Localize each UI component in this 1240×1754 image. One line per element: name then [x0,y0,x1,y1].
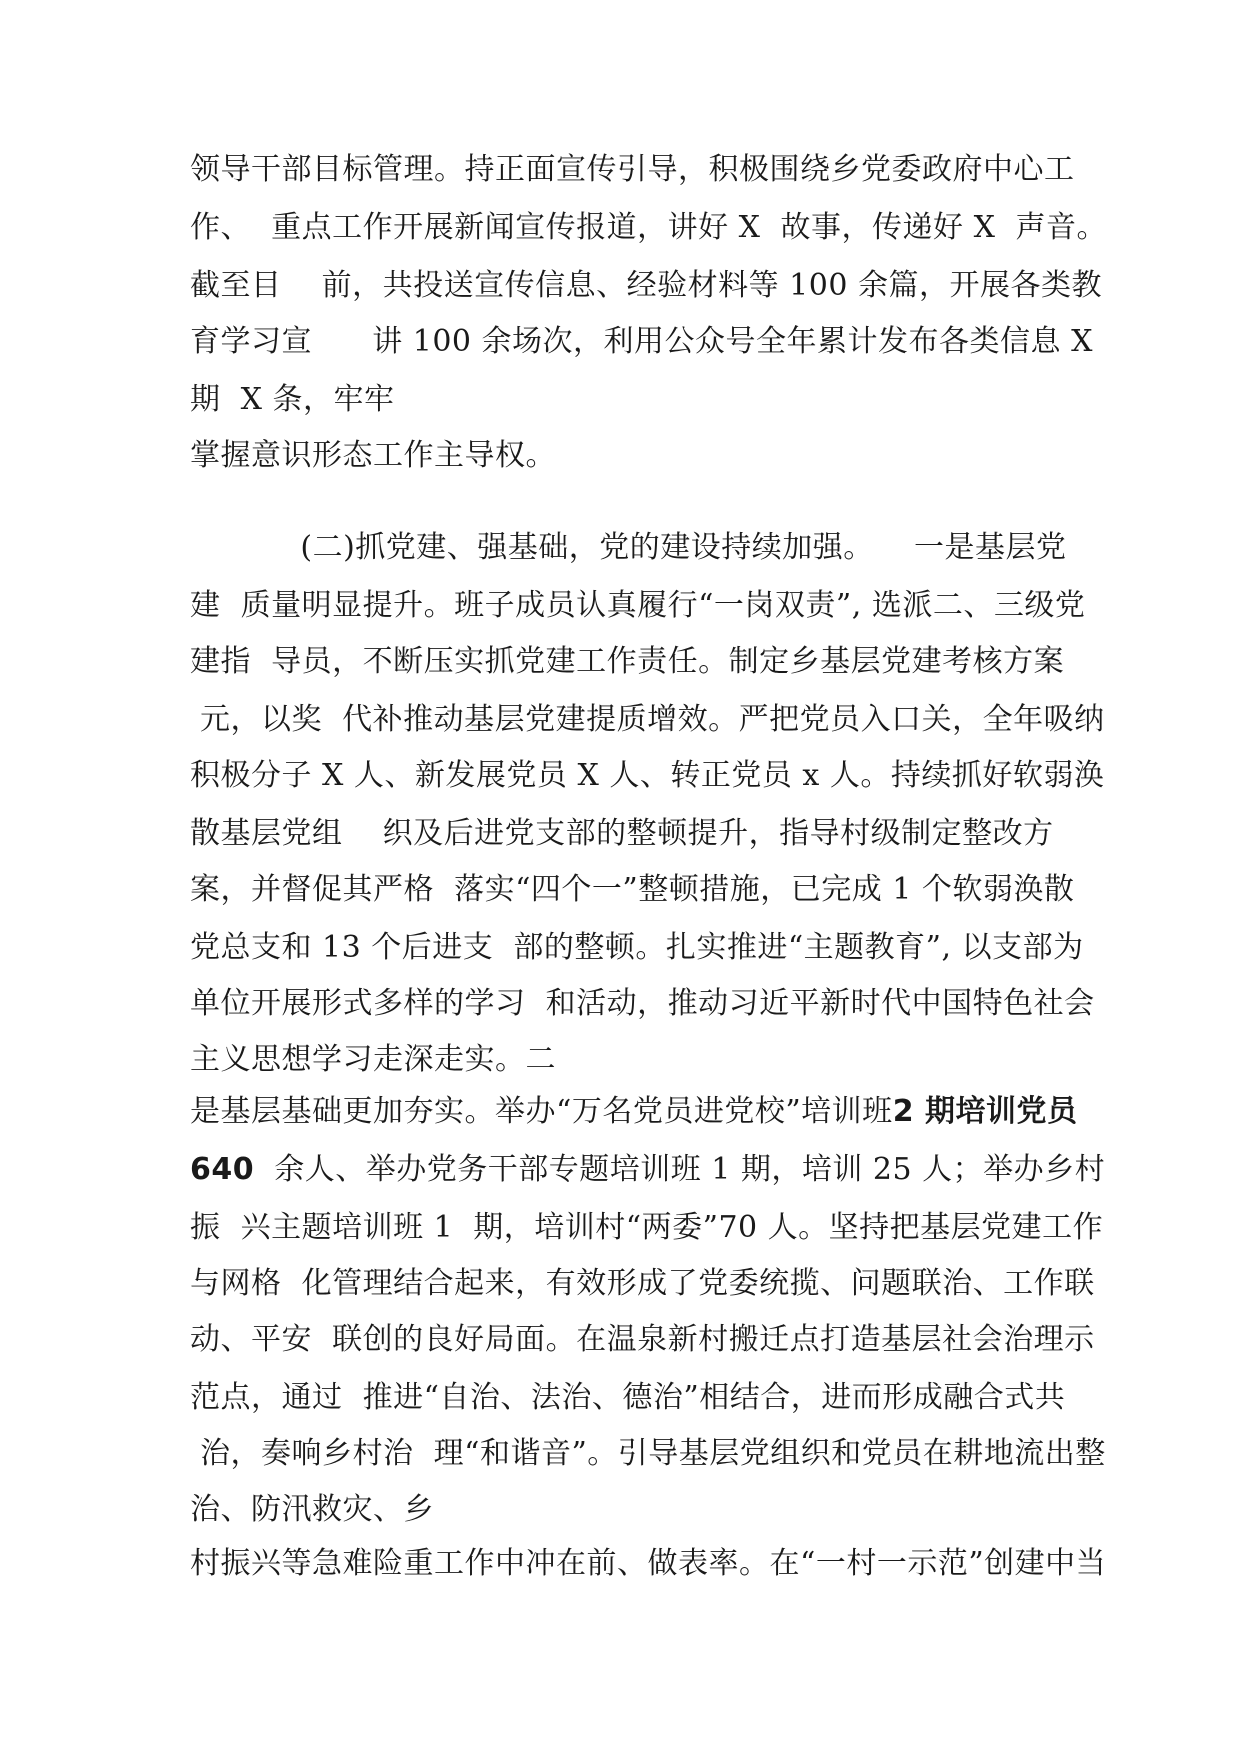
text-line-mixed [190,1092,1078,1132]
text-line: 期 X 条，牢牢 [190,382,395,417]
text-line: 主义思想学习走深走实。二 [190,1042,556,1077]
text-line: 治、防汛救灾、乡 [190,1492,434,1527]
text-line: 截至目 前，共投送宣传信息、经验材料等 100 余篇，开展各类教 [190,268,1102,303]
text-line: 村振兴等急难险重工作中冲在前、做表率。在“一村一示范”创建中当 [190,1546,1107,1581]
text-line: 积极分子 X 人、新发展党员 X 人、转正党员 x 人。持续抓好软弱涣 [190,758,1105,793]
bold-text-run: 2 期培训党员 [892,1094,1078,1129]
text-line: 作、 重点工作开展新闻宣传报道，讲好 X 故事，传递好 X 声音。 [190,210,1108,245]
text-line: 振 兴主题培训班 1 期，培训村“两委”70 人。坚持把基层党建工作 [190,1210,1104,1245]
text-line: 案，并督促其严格 落实“四个一”整顿措施，已完成 1 个软弱涣散 [190,872,1075,907]
text-line: 散基层党组 织及后进党支部的整顿提升，指导村级制定整改方 [190,816,1054,851]
text-line-mixed [190,1150,1105,1190]
bold-number-run: 640 [190,1152,255,1187]
text-line: 党总支和 13 个后进支 部的整顿。扎实推进“主题教育”, 以支部为 [190,930,1084,965]
text-line: 动、平安 联创的良好局面。在温泉新村搬迁点打造基层社会治理示 [190,1322,1095,1357]
text-line: 单位开展形式多样的学习 和活动，推动习近平新时代中国特色社会 [190,986,1095,1021]
section-heading-line: (二)抓党建、强基础，党的建设持续加强。 一是基层党 [190,530,1067,565]
text-run: 余人、举办党务干部专题培训班 1 期，培训 25 人；举办乡村 [254,1152,1106,1187]
text-line: 建指 导员，不断压实抓党建工作责任。制定乡基层党建考核方案 [190,644,1065,679]
text-line: 治，奏响乡村治 理“和谐音”。引导基层党组织和党员在耕地流出整 [190,1436,1106,1471]
text-line: 领导干部目标管理。持正面宣传引导，积极围绕乡党委政府中心工 [190,152,1075,187]
text-line: 与网格 化管理结合起来，有效形成了党委统揽、问题联治、工作联 [190,1266,1095,1301]
text-line: 育学习宣 讲 100 余场次，利用公众号全年累计发布各类信息 X [190,324,1093,359]
text-line: 掌握意识形态工作主导权。 [190,438,556,473]
text-line: 元，以奖 代补推动基层党建提质增效。严把党员入口关，全年吸纳 [190,702,1105,737]
text-line: 建 质量明显提升。班子成员认真履行“一岗双责”, 选派二、三级党 [190,588,1086,623]
text-run: 是基层基础更加夯实。举办“万名党员进党校”培训班 [190,1094,893,1129]
text-line: 范点，通过 推进“自治、法治、德治”相结合，进而形成融合式共 [190,1380,1066,1415]
